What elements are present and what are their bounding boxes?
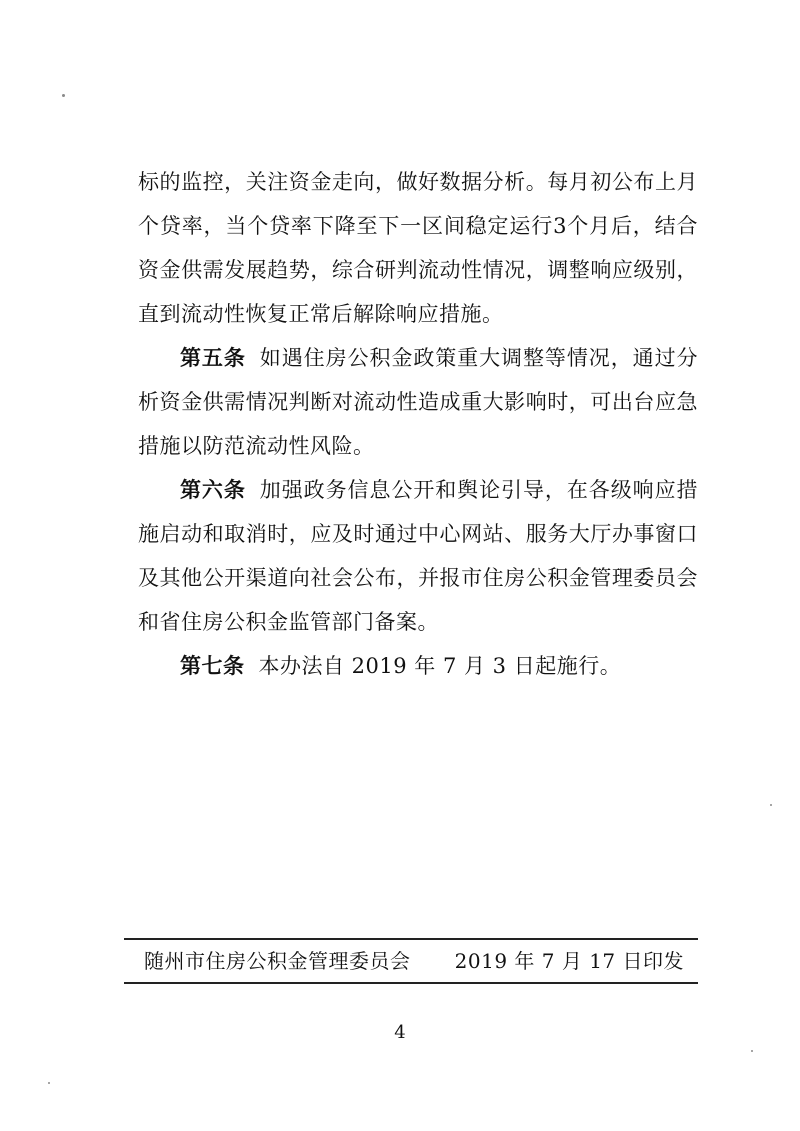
article-label: 第七条 xyxy=(180,653,245,678)
scan-speck xyxy=(751,1050,753,1052)
issuance-line xyxy=(144,942,684,980)
issue-date: 2019 年 7 月 17 日印发 xyxy=(454,949,684,973)
article-text: 如遇住房公积金政策重大调整等情况，通过分析资金供需情况判断对流动性造成重大影响时，可出台应急措施以防范流动性风险。 xyxy=(138,346,698,458)
article-6 xyxy=(138,468,698,644)
issuer-name: 随州市住房公积金管理委员会 xyxy=(144,949,411,973)
footer-bottom-rule xyxy=(124,982,698,984)
article-7 xyxy=(138,644,698,688)
footer-top-rule xyxy=(124,938,698,940)
article-text: 本办法自 2019 年 7 月 3 日起施行。 xyxy=(258,654,622,678)
page-number: 4 xyxy=(394,1022,406,1043)
article-label: 第五条 xyxy=(180,345,246,370)
scan-speck xyxy=(770,804,772,806)
article-label: 第六条 xyxy=(180,477,246,502)
document-body xyxy=(138,160,698,688)
scan-speck xyxy=(62,94,65,97)
paragraph-text: 标的监控，关注资金走向，做好数据分析。每月初公布上月个贷率，当个贷率下降至下一区间稳定运行3个月后，结合资金供需发展趋势，综合研判流动性情况，调整响应级别，直到流动性恢复正常后解除响应措施。 xyxy=(138,170,698,326)
article-text: 加强政务信息公开和舆论引导，在各级响应措施启动和取消时，应及时通过中心网站、服务大厅办事窗口及其他公开渠道向社会公布，并报市住房公积金管理委员会和省住房公积金监管部门备案。 xyxy=(138,478,698,634)
scan-speck xyxy=(48,1082,50,1084)
article-5 xyxy=(138,336,698,468)
paragraph-continuation xyxy=(138,160,698,336)
